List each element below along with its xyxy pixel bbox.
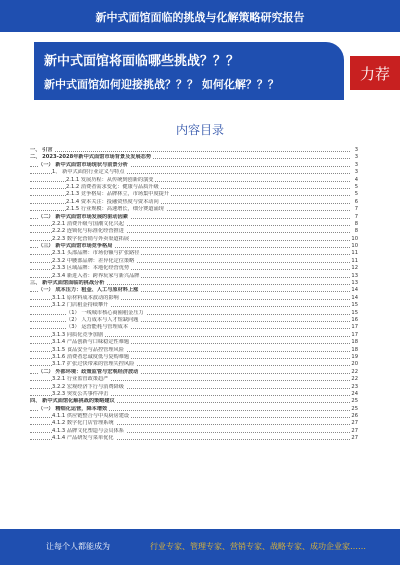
toc-entry-page: 25 <box>351 398 358 405</box>
toc-entry-label: 2.2.2 连锁化与标准化经营推进 <box>52 228 124 235</box>
toc-entry-label: 3.1.7 扩张过快带来的管理失控风险 <box>52 361 135 368</box>
toc-entry-label: 2.1.1 发展历程：从传统到创新的演变 <box>66 176 154 183</box>
toc-entry[interactable] <box>30 191 358 198</box>
toc-entry-label: 3.1.2 门店租金持续攀升 <box>52 302 109 309</box>
toc-entry[interactable] <box>30 398 358 405</box>
toc-entry-label: 3.1.6 消费者忠诚度低与复购难题 <box>52 353 130 360</box>
toc-entry-label: 2.1.3 竞争格局：品牌林立，市场集中度提升 <box>66 191 170 198</box>
report-title: 新中式面馆面临的挑战与化解策略研究报告 <box>95 11 305 24</box>
toc-entry-page: 11 <box>351 257 358 264</box>
toc-entry-label: （一） 新中式面馆市场现状与前景分析 <box>38 161 128 168</box>
toc-entry-page: 14 <box>351 287 358 294</box>
toc-entry-page: 15 <box>351 309 358 316</box>
toc-entry-label: 3.2.3 突发公共事件冲击 <box>52 390 109 397</box>
toc-entry[interactable] <box>30 317 358 324</box>
toc-entry[interactable] <box>30 332 358 339</box>
toc-entry[interactable] <box>30 354 358 361</box>
toc-entry[interactable] <box>30 177 358 184</box>
toc-entry[interactable] <box>30 310 358 317</box>
toc-entry-label: 4.1.2 数字化门店管理系统 <box>52 420 114 427</box>
toc-entry-page: 8 <box>350 228 358 235</box>
toc-entry-label: （二） 外部环境：政策监管与宏观经济波动 <box>38 368 139 375</box>
toc-entry[interactable] <box>30 214 358 221</box>
toc-entry-page: 5 <box>350 184 358 191</box>
toc-entry-label: 4.1.1 供应链整合与中央厨房建设 <box>52 413 130 420</box>
toc-entry-label: 2.1.2 消费者需求变化：健康与品质升级 <box>66 183 159 190</box>
toc-entry-label: 1、 新中式面馆行业定义与特点 <box>52 169 125 176</box>
title-banner <box>34 42 344 100</box>
toc-entry[interactable] <box>30 376 358 383</box>
toc-entry-label: 3.1.3 同质化竞争加剧 <box>52 331 104 338</box>
toc-entry-label: 三、 新中式面馆面临的挑战分析 <box>30 280 105 287</box>
toc-entry-page: 7 <box>350 214 358 221</box>
toc-entry-page: 23 <box>351 383 358 390</box>
toc-entry-page: 22 <box>351 376 358 383</box>
toc-entry[interactable] <box>30 406 358 413</box>
toc-entry-label: 3.1.1 原材料成本波动的影响 <box>52 294 119 301</box>
toc-entry-page: 10 <box>351 235 358 242</box>
footer-slogan-highlight: 行业专家、管理专家、营销专家、战略专家、成功企业家…… <box>150 542 366 551</box>
toc-entry[interactable] <box>30 169 358 176</box>
toc-entry[interactable] <box>30 199 358 206</box>
toc-entry[interactable] <box>30 280 358 287</box>
top-header-bar <box>0 0 400 32</box>
toc-entry[interactable] <box>30 162 358 169</box>
toc-entry-label: （一） 精细化运营，降本增效 <box>38 405 108 412</box>
toc-entry-page: 5 <box>350 191 358 198</box>
toc-entry[interactable] <box>30 339 358 346</box>
toc-entry[interactable] <box>30 420 358 427</box>
toc-entry[interactable] <box>30 258 358 265</box>
toc-entry[interactable] <box>30 243 358 250</box>
toc-entry-page: 11 <box>351 250 358 257</box>
toc-entry-page: 16 <box>351 316 358 323</box>
toc-entry-page: 3 <box>350 154 358 161</box>
toc-entry-label: （二） 新中式面馆市场发展的驱动因素 <box>38 213 128 220</box>
toc-entry-label: 2.3.1 头部品牌：市场份额与扩张路径 <box>52 250 140 257</box>
toc-entry-page: 3 <box>350 162 358 169</box>
table-of-contents <box>30 147 358 443</box>
toc-entry[interactable] <box>30 154 358 161</box>
toc-entry[interactable] <box>30 250 358 257</box>
toc-entry-page: 18 <box>351 346 358 353</box>
toc-entry-label: 2.3.3 区域品牌：本地化经营优势 <box>52 265 130 272</box>
toc-entry-page: 12 <box>351 265 358 272</box>
toc-entry-label: （3） 运营能耗与管理成本 <box>66 324 129 331</box>
toc-entry-page: 17 <box>351 331 358 338</box>
toc-entry-page: 8 <box>350 221 358 228</box>
toc-entry[interactable] <box>30 369 358 376</box>
brand-logo <box>350 56 400 90</box>
toc-entry-page: 27 <box>351 435 358 442</box>
toc-entry[interactable] <box>30 236 358 243</box>
toc-entry-label: 一、 引言 <box>30 147 53 153</box>
toc-entry-page: 14 <box>351 294 358 301</box>
toc-entry-page: 3 <box>350 147 358 154</box>
toc-entry-label: 2.3.2 中腰部品牌：差异化定位策略 <box>52 257 135 264</box>
toc-entry-page: 13 <box>351 272 358 279</box>
toc-entry-page: 3 <box>350 169 358 176</box>
toc-entry-page: 15 <box>351 302 358 309</box>
toc-entry[interactable] <box>30 184 358 191</box>
toc-entry-page: 27 <box>351 427 358 434</box>
toc-entry-page: 6 <box>350 199 358 206</box>
toc-entry-label: 四、 新中式面馆化解挑战的策略建议 <box>30 398 115 405</box>
toc-entry-label: 3.2.1 行业监管政策趋严 <box>52 376 109 383</box>
toc-entry-label: 2.1.5 行业规模：高速增长，细分赛道涌现 <box>66 206 164 213</box>
toc-entry[interactable] <box>30 302 358 309</box>
toc-entry-label: 3.2.2 宏观经济下行与消费降级 <box>52 383 124 390</box>
toc-entry[interactable] <box>30 273 358 280</box>
toc-entry-page: 20 <box>351 361 358 368</box>
toc-entry-label: 二、 2023-2028年新中式面馆市场背景及发展态势 <box>30 154 152 161</box>
toc-entry-page: 17 <box>351 324 358 331</box>
brand-name: 力荐 <box>359 65 390 83</box>
toc-entry[interactable] <box>30 391 358 398</box>
toc-entry[interactable] <box>30 147 358 154</box>
toc-entry-label: 3.1.5 食品安全与品控管理风险 <box>52 346 124 353</box>
toc-entry-label: 4.1.4 产品研发与菜单优化 <box>52 435 114 442</box>
toc-entry-page: 24 <box>351 390 358 397</box>
toc-entry[interactable] <box>30 228 358 235</box>
toc-entry-label: 2.2.3 数字化营销与外卖渠道拓展 <box>52 235 130 242</box>
toc-entry[interactable] <box>30 435 358 442</box>
toc-entry-label: 2.3.4 新进入者：跨界玩家与新兴品牌 <box>52 272 140 279</box>
toc-entry[interactable] <box>30 384 358 391</box>
toc-leader-dots <box>30 151 350 152</box>
toc-entry[interactable] <box>30 265 358 272</box>
toc-entry[interactable] <box>30 324 358 331</box>
toc-entry[interactable] <box>30 287 358 294</box>
toc-entry-label: 4.1.3 品牌文化塑造与会员体系 <box>52 427 124 434</box>
toc-entry-label: 2.2.1 消费升级与国潮文化兴起 <box>52 220 124 227</box>
toc-entry-label: （一） 成本压力：租金、人工与原材料上涨 <box>38 287 139 294</box>
toc-entry[interactable] <box>30 361 358 368</box>
banner-title: 新中式面馆将面临哪些挑战？？？ <box>44 54 240 69</box>
bottom-footer-bar <box>0 529 400 565</box>
toc-entry-page: 10 <box>351 243 358 250</box>
toc-entry-page: 19 <box>351 353 358 360</box>
toc-entry-page: 4 <box>350 177 358 184</box>
toc-entry-page: 13 <box>351 280 358 287</box>
toc-entry-page: 22 <box>351 368 358 375</box>
toc-entry-label: 2.1.4 资本关注：投融资热度与资本动向 <box>66 198 159 205</box>
toc-entry-label: （2） 人力成本与人才短缺问题 <box>66 316 139 323</box>
toc-entry-page: 7 <box>350 206 358 213</box>
toc-entry-page: 25 <box>351 405 358 412</box>
toc-entry[interactable] <box>30 295 358 302</box>
toc-entry[interactable] <box>30 428 358 435</box>
banner-subtitle: 新中式面馆如何迎接挑战？？？ 如何化解？？？ <box>44 78 279 91</box>
toc-entry-label: （三） 新中式面馆市场竞争格局 <box>38 243 113 250</box>
toc-entry-page: 27 <box>351 420 358 427</box>
toc-entry[interactable] <box>30 221 358 228</box>
toc-entry-label: （1） 一线城市核心商圈租金压力 <box>66 309 144 316</box>
toc-heading: 内容目录 <box>175 123 224 137</box>
toc-entry[interactable] <box>30 413 358 420</box>
toc-entry-page: 18 <box>351 339 358 346</box>
toc-entry-page: 26 <box>351 413 358 420</box>
toc-entry[interactable] <box>30 347 358 354</box>
footer-slogan: 让每个人都能成为 <box>46 542 110 551</box>
toc-entry-label: 3.1.4 产品创新与口味稳定性难题 <box>52 339 130 346</box>
toc-entry[interactable] <box>30 206 358 213</box>
